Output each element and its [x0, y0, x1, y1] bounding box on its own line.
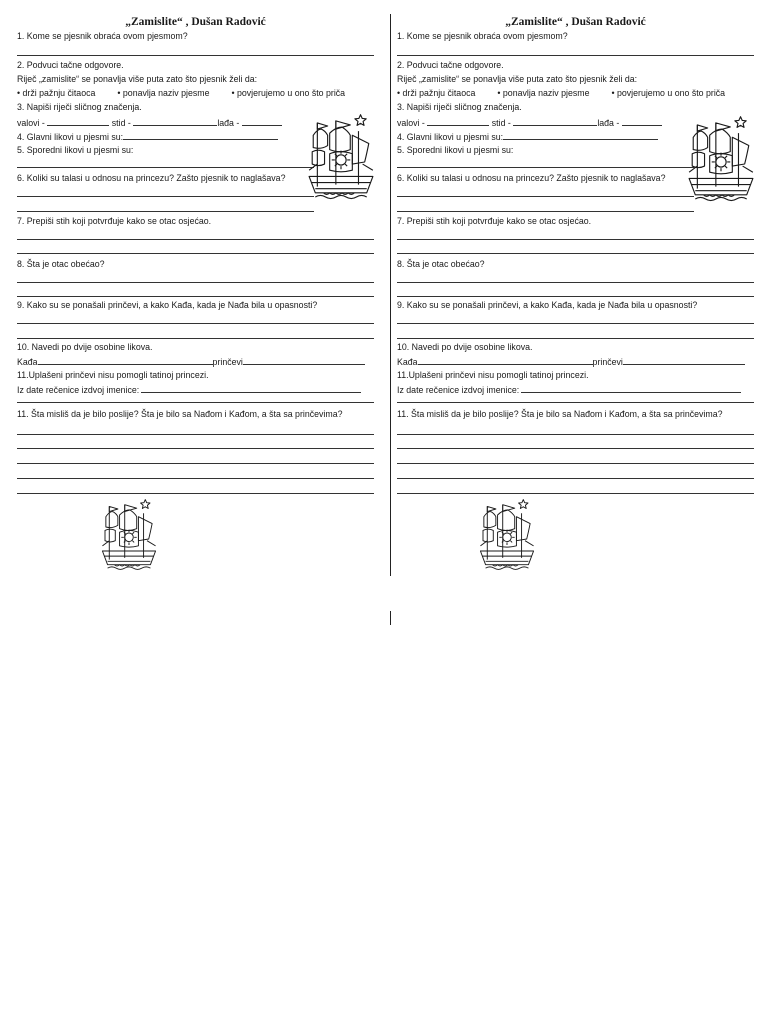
- synonym-blank[interactable]: [622, 117, 662, 126]
- question-11a-extract: [17, 384, 361, 396]
- answer-line[interactable]: [17, 296, 374, 297]
- question-2: 2. Podvuci tačne odgovore.: [397, 60, 504, 70]
- answer-line[interactable]: [397, 448, 754, 449]
- answer-line[interactable]: [17, 323, 374, 324]
- answer-line[interactable]: [17, 463, 374, 464]
- answer-line[interactable]: [17, 478, 374, 479]
- question-10-traits: [397, 356, 745, 368]
- trait-label: Kađa: [397, 357, 418, 367]
- answer-line[interactable]: [397, 253, 754, 254]
- option-item[interactable]: • ponavlja naziv pjesme: [117, 88, 210, 98]
- question-11b: 11. Šta misliš da je bilo poslije? Šta je bilo sa Nađom i Kađom, a šta sa prinčevima?: [397, 409, 723, 419]
- synonym-blank[interactable]: [513, 117, 597, 126]
- question-10: 10. Navedi po dvije osobine likova.: [17, 342, 153, 352]
- question-2-prompt: Riječ „zamislite“ se ponavlja više puta zato što pjesnik želi da:: [17, 74, 258, 84]
- question-4: [397, 131, 658, 143]
- question-11a: 11.Uplašeni prinčevi nisu pomogli tatinoj princezi.: [397, 370, 589, 380]
- question-3: 3. Napiši riječi sličnog značenja.: [397, 102, 522, 112]
- trait-label: prinčevi: [592, 357, 623, 367]
- question-8: 8. Šta je otac obećao?: [17, 259, 105, 269]
- center-mark: [390, 611, 391, 625]
- answer-line[interactable]: [17, 338, 374, 339]
- question-8: 8. Šta je otac obećao?: [397, 259, 485, 269]
- question-1: 1. Kome se pjesnik obraća ovom pjesmom?: [397, 31, 568, 41]
- trait-label: prinčevi: [212, 357, 243, 367]
- synonym-label: stid -: [491, 118, 511, 128]
- question-4: [17, 131, 278, 143]
- question-10: 10. Navedi po dvije osobine likova.: [397, 342, 533, 352]
- synonym-label: lađa -: [597, 118, 620, 128]
- question-3-synonyms: [17, 117, 282, 129]
- question-2-prompt: Riječ „zamislite“ se ponavlja više puta zato što pjesnik želi da:: [397, 74, 638, 84]
- question-4-text: 4. Glavni likovi u pjesmi su:: [397, 132, 504, 142]
- question-9: 9. Kako su se ponašali prinčevi, a kako Kađa, kada je Nađa bila u opasnosti?: [397, 300, 698, 310]
- answer-line[interactable]: [17, 253, 374, 254]
- answer-line[interactable]: [397, 196, 694, 197]
- answer-line[interactable]: [397, 478, 754, 479]
- question-2-options: [397, 88, 725, 99]
- synonym-blank[interactable]: [133, 117, 217, 126]
- answer-line[interactable]: [397, 282, 754, 283]
- answer-line[interactable]: [397, 434, 754, 435]
- answer-blank[interactable]: [623, 356, 745, 365]
- option-item[interactable]: • povjerujemo u ono što priča: [231, 88, 346, 98]
- question-5: 5. Sporedni likovi u pjesmi su:: [397, 145, 514, 155]
- worksheet-right: [397, 14, 754, 574]
- question-3-synonyms: [397, 117, 662, 129]
- option-item[interactable]: • drži pažnju čitaoca: [397, 88, 476, 98]
- sailing-ship-icon: [685, 112, 757, 216]
- question-5: 5. Sporedni likovi u pjesmi su:: [17, 145, 134, 155]
- question-10-traits: [17, 356, 365, 368]
- worksheet-left: [17, 14, 374, 574]
- question-11a: 11.Uplašeni prinčevi nisu pomogli tatinoj princezi.: [17, 370, 209, 380]
- question-6: 6. Koliki su talasi u odnosu na princezu? Zašto pjesnik to naglašava?: [397, 173, 666, 183]
- question-7: 7. Prepiši stih koji potvrđuje kako se otac osjećao.: [397, 216, 592, 226]
- worksheet-title: „Zamislite“ , Dušan Radović: [505, 16, 646, 28]
- question-2: 2. Podvuci tačne odgovore.: [17, 60, 124, 70]
- sailing-ship-icon: [99, 494, 159, 584]
- question-6: 6. Koliki su talasi u odnosu na princezu? Zašto pjesnik to naglašava?: [17, 173, 286, 183]
- answer-line[interactable]: [397, 211, 694, 212]
- answer-blank[interactable]: [123, 131, 278, 140]
- answer-blank[interactable]: [141, 384, 361, 393]
- answer-line[interactable]: [397, 402, 754, 403]
- answer-line[interactable]: [17, 493, 374, 494]
- option-item[interactable]: • drži pažnju čitaoca: [17, 88, 96, 98]
- question-9: 9. Kako su se ponašali prinčevi, a kako Kađa, kada je Nađa bila u opasnosti?: [17, 300, 318, 310]
- answer-line[interactable]: [17, 211, 314, 212]
- question-3: 3. Napiši riječi sličnog značenja.: [17, 102, 142, 112]
- option-item[interactable]: • ponavlja naziv pjesme: [497, 88, 590, 98]
- question-1: 1. Kome se pjesnik obraća ovom pjesmom?: [17, 31, 188, 41]
- answer-line[interactable]: [17, 55, 374, 56]
- answer-blank[interactable]: [521, 384, 741, 393]
- answer-line[interactable]: [397, 55, 754, 56]
- synonym-blank[interactable]: [47, 117, 109, 126]
- question-11a-extract: [397, 384, 741, 396]
- answer-line[interactable]: [397, 296, 754, 297]
- answer-line[interactable]: [17, 282, 374, 283]
- synonym-label: valovi -: [17, 118, 45, 128]
- trait-label: Kađa: [17, 357, 38, 367]
- sailing-ship-icon: [305, 110, 377, 214]
- answer-line[interactable]: [397, 167, 694, 168]
- question-7: 7. Prepiši stih koji potvrđuje kako se otac osjećao.: [17, 216, 212, 226]
- question-11a-prompt: Iz date rečenice izdvoj imenice:: [17, 385, 140, 395]
- sailing-ship-icon: [477, 494, 537, 584]
- question-11a-prompt: Iz date rečenice izdvoj imenice:: [397, 385, 520, 395]
- synonym-blank[interactable]: [427, 117, 489, 126]
- answer-blank[interactable]: [503, 131, 658, 140]
- synonym-blank[interactable]: [242, 117, 282, 126]
- option-item[interactable]: • povjerujemo u ono što priča: [611, 88, 726, 98]
- answer-line[interactable]: [17, 196, 314, 197]
- synonym-label: lađa -: [217, 118, 240, 128]
- column-divider: [390, 14, 391, 576]
- question-11b: 11. Šta misliš da je bilo poslije? Šta je bilo sa Nađom i Kađom, a šta sa prinčevima?: [17, 409, 343, 419]
- answer-blank[interactable]: [38, 356, 213, 365]
- worksheet-title: „Zamislite“ , Dušan Radović: [125, 16, 266, 28]
- question-2-options: [17, 88, 345, 99]
- answer-blank[interactable]: [243, 356, 365, 365]
- answer-line[interactable]: [397, 338, 754, 339]
- synonym-label: stid -: [111, 118, 131, 128]
- answer-line[interactable]: [17, 402, 374, 403]
- answer-line[interactable]: [397, 463, 754, 464]
- answer-line[interactable]: [17, 167, 314, 168]
- synonym-label: valovi -: [397, 118, 425, 128]
- answer-line[interactable]: [397, 493, 754, 494]
- answer-line[interactable]: [17, 239, 374, 240]
- answer-line[interactable]: [397, 239, 754, 240]
- question-4-text: 4. Glavni likovi u pjesmi su:: [17, 132, 124, 142]
- answer-line[interactable]: [17, 448, 374, 449]
- answer-line[interactable]: [397, 323, 754, 324]
- answer-blank[interactable]: [418, 356, 593, 365]
- answer-line[interactable]: [17, 434, 374, 435]
